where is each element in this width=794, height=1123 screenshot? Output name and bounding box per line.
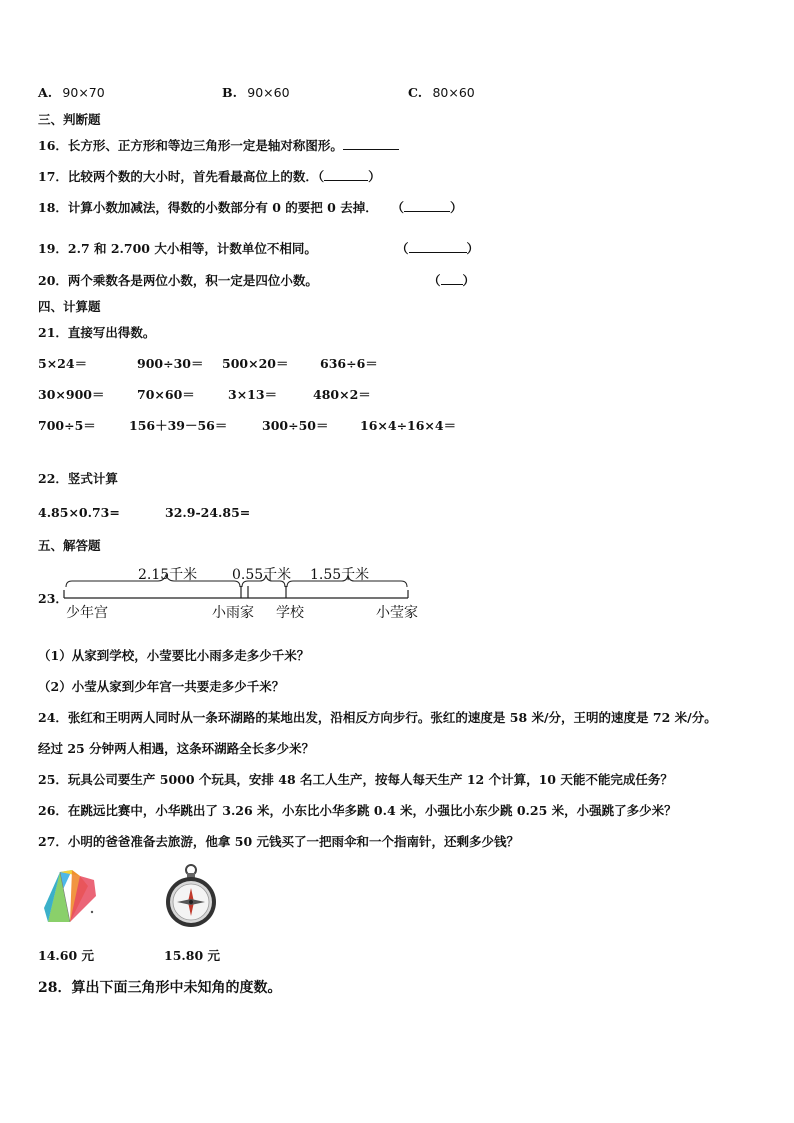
option-c-text: 80×60: [432, 85, 475, 100]
section-title-calculation: 四、计算题: [38, 299, 101, 314]
distance-diagram: [60, 560, 440, 630]
option-a-text: 90×70: [62, 85, 105, 100]
answer-blank[interactable]: [404, 199, 450, 212]
paren-open: （: [396, 241, 409, 256]
section-title-solve: 五、解答题: [38, 538, 101, 553]
paren-close: ）: [368, 169, 381, 184]
question-25: 25．玩具公司要生产 5000 个玩具，安排 48 名工人生产，按每人每天生产 12 个计算，10 天能不能完成任务？: [38, 772, 673, 787]
question-26: 26．在跳远比赛中，小华跳出了 3.26 米，小东比小华多跳 0.4 米，小强比小东少跳 0.25 米，小强跳了多少米？: [38, 803, 677, 818]
calc-item: 156＋39－56＝: [129, 418, 228, 433]
calc-item: 70×60＝: [137, 387, 195, 402]
paren-close: ）: [466, 241, 480, 256]
calc-item: 3×13＝: [228, 387, 278, 402]
question-16: [38, 136, 399, 154]
section-title-judgement: 三、判断题: [38, 112, 101, 127]
price-compass: 15.80 元: [164, 948, 220, 963]
question-23-part1: （1）从家到学校，小莹要比小雨多走多少千米？: [38, 648, 310, 663]
question-21: 21．直接写出得数。: [38, 325, 156, 340]
umbrella-icon: [40, 862, 102, 930]
calc-item: 480×2＝: [313, 387, 371, 402]
answer-blank[interactable]: [324, 168, 368, 181]
compass-icon: [164, 860, 218, 932]
calc-item: 700÷5＝: [38, 418, 96, 433]
answer-blank[interactable]: [409, 240, 467, 253]
calc-item: 30×900＝: [38, 387, 105, 402]
calc-item: 5×24＝: [38, 356, 88, 371]
calc-item: 500×20＝: [222, 356, 289, 371]
place-label: 小莹家: [376, 605, 418, 621]
option-a: [38, 85, 105, 100]
question-20-text: 20．两个乘数各是两位小数，积一定是四位小数。: [38, 273, 318, 288]
distance-label: 0.55千米: [232, 567, 292, 583]
distance-label: 1.55千米: [310, 567, 370, 583]
option-b-letter: B.: [222, 85, 237, 100]
question-19-answer: [396, 239, 479, 257]
place-label: 学校: [276, 605, 304, 621]
question-17: [38, 167, 381, 185]
question-27: 27．小明的爸爸准备去旅游，他拿 50 元钱买了一把雨伞和一个指南针，还剩多少钱？: [38, 834, 519, 849]
question-28: 28．算出下面三角形中未知角的度数。: [38, 980, 282, 996]
question-20: [38, 271, 318, 289]
paren-open: （: [428, 273, 441, 288]
option-c-letter: C.: [408, 85, 423, 100]
paren-open: （: [317, 169, 325, 184]
option-b-text: 90×60: [247, 85, 290, 100]
answer-blank[interactable]: [343, 137, 399, 150]
question-23-part2: （2）小莹从家到少年宫一共要走多少千米？: [38, 679, 285, 694]
question-19: [38, 239, 317, 257]
question-18-text: 18．计算小数加减法，得数的小数部分有 0 的要把 0 去掉．: [38, 200, 378, 215]
option-a-letter: A.: [38, 85, 53, 100]
calc-item: 300÷50＝: [262, 418, 329, 433]
question-16-text: 16．长方形、正方形和等边三角形一定是轴对称图形。: [38, 138, 343, 153]
option-b: [222, 85, 290, 100]
place-label: 小雨家: [212, 605, 254, 621]
question-22: 22．竖式计算: [38, 471, 118, 486]
price-umbrella: 14.60 元: [38, 948, 94, 963]
question-23-number: 23．: [38, 591, 68, 606]
place-label: 少年宫: [66, 605, 108, 621]
question-24-line1: 24．张红和王明两人同时从一条环湖路的某地出发，沿相反方向步行。张红的速度是 58 米/分，王明的速度是 72 米/分。: [38, 710, 717, 725]
option-c: [408, 85, 475, 100]
calc-item: 636÷6＝: [320, 356, 378, 371]
question-20-answer: [428, 271, 475, 289]
calc-item: 16×4÷16×4＝: [360, 418, 457, 433]
vertical-calc-item: 32.9-24.85=: [165, 505, 251, 520]
question-24-line2: 经过 25 分钟两人相遇，这条环湖路全长多少米？: [38, 741, 315, 756]
vertical-calc-item: 4.85×0.73=: [38, 505, 120, 520]
paren-close: ）: [462, 273, 476, 288]
paren-close: ）: [449, 200, 463, 215]
answer-blank[interactable]: [441, 272, 463, 285]
calc-item: 900÷30＝: [137, 356, 204, 371]
paren-open: （: [397, 200, 404, 215]
question-17-text: 17．比较两个数的大小时，首先看最高位上的数．: [38, 169, 318, 184]
distance-label: 2.15千米: [138, 567, 198, 583]
question-18: [38, 198, 462, 216]
question-19-text: 19．2.7 和 2.700 大小相等，计数单位不相同。: [38, 241, 317, 256]
